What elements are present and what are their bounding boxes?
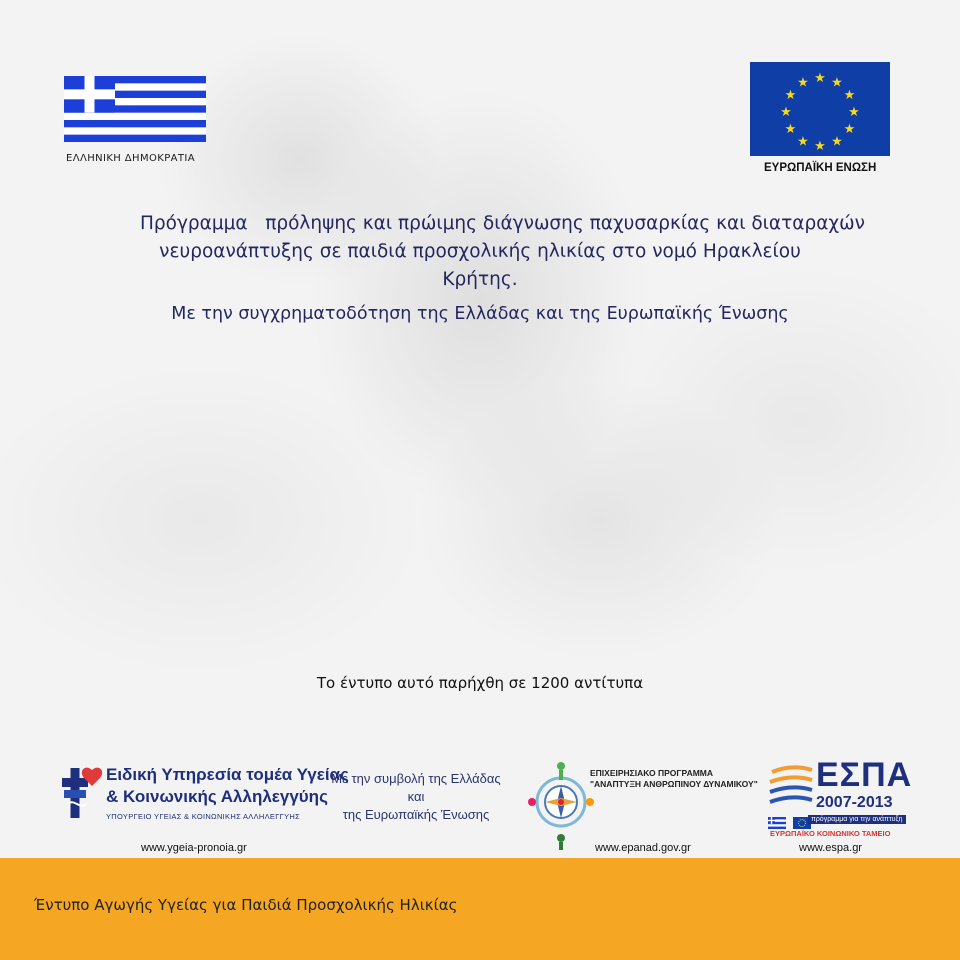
mini-greek-flag-icon: [768, 817, 786, 829]
svg-text:★: ★: [848, 105, 860, 120]
svg-text:★: ★: [784, 122, 797, 137]
eu-flag-logo: [750, 62, 890, 174]
epanad-line1: ΕΠΙΧΕΙΡΗΣΙΑΚΟ ΠΡΟΓΡΑΜΜΑ: [590, 768, 714, 778]
eu-flag-icon: [750, 62, 890, 156]
espa-fund: ΕΥΡΩΠΑΪΚΟ ΚΟΙΝΩΝΙΚΟ ΤΑΜΕΙΟ: [770, 829, 891, 838]
svg-text:★: ★: [843, 88, 856, 103]
epanad-logo: [528, 760, 768, 850]
espa-years: 2007-2013: [816, 794, 893, 811]
svg-text:★: ★: [831, 75, 843, 91]
contribution-text: [316, 770, 516, 824]
greek-flag-logo: [64, 76, 206, 164]
svg-text:★: ★: [780, 105, 792, 120]
program-title: [140, 210, 865, 294]
cofunding-text: Με την συγχρηματοδότηση της Ελλάδας και της Ευρωπαϊκής Ένωσης: [171, 304, 789, 324]
epanad-line2: "ΑΝΑΠΤΥΞΗ ΑΝΘΡΩΠΙΝΟΥ ΔΥΝΑΜΙΚΟΥ": [590, 779, 758, 789]
svg-text:★: ★: [797, 75, 809, 91]
epanad-url[interactable]: www.epanad.gov.gr: [595, 842, 691, 854]
espa-url[interactable]: www.espa.gr: [799, 842, 862, 854]
compass-figures-icon: [528, 760, 594, 850]
contribution-line2: και: [407, 789, 425, 804]
ygeia-url[interactable]: www.ygeia-pronoia.gr: [141, 842, 247, 854]
greek-flag-icon: [64, 76, 206, 142]
espa-word: ΕΣΠΑ: [816, 756, 913, 794]
program-title-line2: νευροανάπτυξης σε παιδιά προσχολικής ηλικίας στο νομό Ηρακλείου Κρήτης.: [159, 241, 801, 290]
contribution-line3: της Ευρωπαϊκής Ένωσης: [342, 807, 490, 822]
ygeia-line1: Ειδική Υπηρεσία τομέα Υγείας: [106, 765, 349, 784]
ygeia-ministry: ΥΠΟΥΡΓΕΙΟ ΥΓΕΙΑΣ & ΚΟΙΝΩΝΙΚΗΣ ΑΛΛΗΛΕΓΓΥΗΣ: [106, 812, 301, 821]
greek-republic-caption: ΕΛΛΗΝΙΚΗ ΔΗΜΟΚΡΑΤΙΑ: [66, 153, 195, 164]
svg-text:★: ★: [843, 122, 856, 137]
ygeia-line2: & Κοινωνικής Αλληλεγγύης: [106, 787, 328, 806]
ygeia-logo: [60, 764, 349, 824]
espa-slogan: πρόγραμμα για την ανάπτυξη: [808, 815, 906, 824]
medical-cross-heart-icon: [60, 764, 106, 820]
svg-text:★: ★: [784, 88, 797, 103]
eu-caption: ΕΥΡΩΠΑΪΚΗ ΕΝΩΣΗ: [764, 162, 877, 174]
program-title-line1: Πρόγραμμα πρόληψης και πρώιμης διάγνωσης παχυσαρκίας και διαταραχών: [140, 213, 865, 234]
footer-band: [0, 858, 960, 960]
espa-stripes-icon: [768, 764, 814, 808]
contribution-line1: Με την συμβολή της Ελλάδας: [331, 771, 501, 786]
footer-title: Έντυπο Αγωγής Υγείας για Παιδιά Προσχολικής Ηλικίας: [34, 896, 458, 914]
espa-logo: [768, 756, 913, 842]
svg-text:★: ★: [831, 134, 843, 150]
svg-text:★: ★: [814, 139, 826, 154]
svg-text:★: ★: [797, 134, 809, 150]
svg-text:★: ★: [814, 71, 826, 86]
copies-text: Το έντυπο αυτό παρήχθη σε 1200 αντίτυπα: [316, 674, 644, 692]
